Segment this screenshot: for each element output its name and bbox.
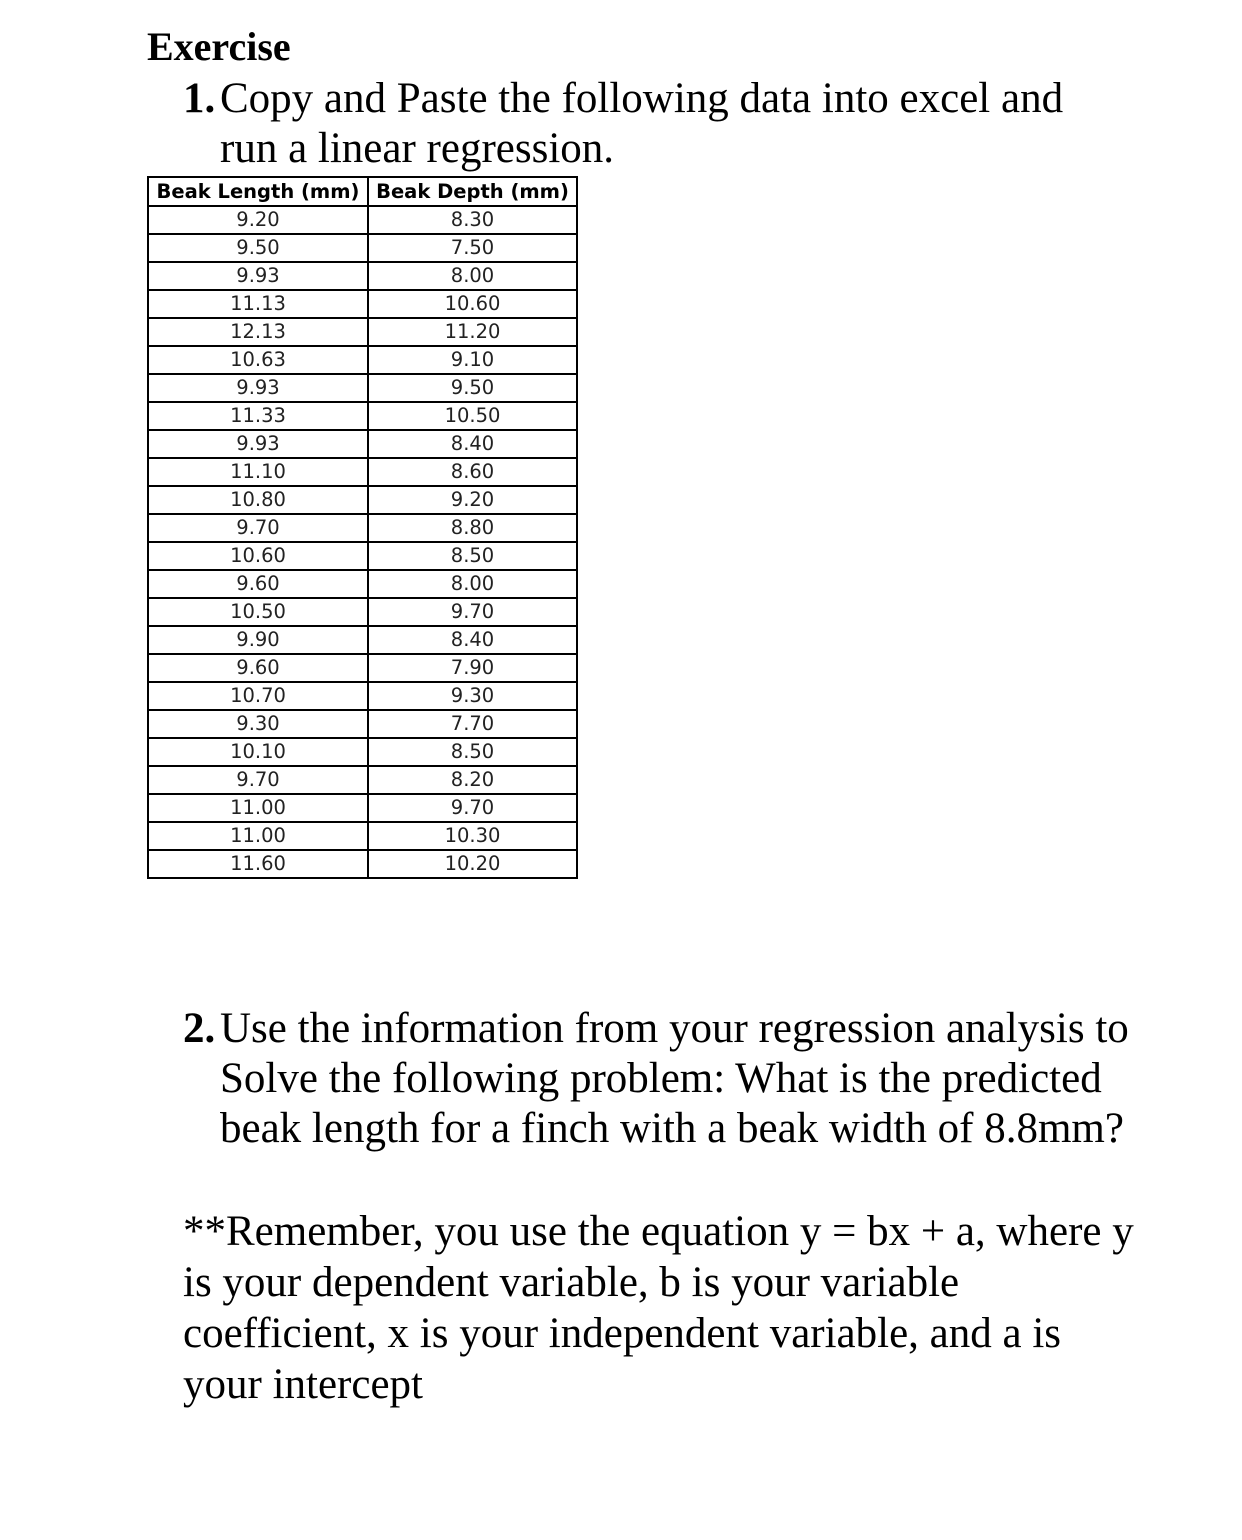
cell-beak-length: 9.70 — [148, 514, 368, 542]
table-row — [148, 598, 577, 626]
cell-beak-length: 10.80 — [148, 486, 368, 514]
equation-note: **Remember, you use the equation y = bx + a, where y is your dependent variable, b is your variable coefficient, x is your independent variable, and a is your intercept — [183, 1208, 1134, 1408]
cell-beak-depth: 10.30 — [368, 822, 577, 850]
table-row — [148, 542, 577, 570]
cell-beak-depth: 8.20 — [368, 766, 577, 794]
question-2 — [183, 1004, 1143, 1154]
table-header-row — [148, 177, 577, 206]
cell-beak-depth: 8.40 — [368, 626, 577, 654]
cell-beak-length: 9.70 — [148, 766, 368, 794]
cell-beak-length: 10.60 — [148, 542, 368, 570]
cell-beak-length: 11.13 — [148, 290, 368, 318]
table-row — [148, 710, 577, 738]
cell-beak-length: 11.00 — [148, 794, 368, 822]
question-1-number: 1. — [183, 75, 216, 122]
cell-beak-depth: 8.50 — [368, 738, 577, 766]
cell-beak-depth: 9.70 — [368, 794, 577, 822]
cell-beak-length: 9.20 — [148, 206, 368, 234]
table-row — [148, 206, 577, 234]
table-row — [148, 738, 577, 766]
cell-beak-length: 9.93 — [148, 374, 368, 402]
cell-beak-depth: 9.70 — [368, 598, 577, 626]
cell-beak-length: 11.10 — [148, 458, 368, 486]
cell-beak-depth: 8.40 — [368, 430, 577, 458]
question-1 — [183, 74, 1083, 174]
table-row — [148, 850, 577, 878]
table-row — [148, 458, 577, 486]
table-row — [148, 682, 577, 710]
table-row — [148, 374, 577, 402]
header-beak-depth: Beak Depth (mm) — [368, 177, 577, 206]
cell-beak-length: 9.30 — [148, 710, 368, 738]
table-row — [148, 234, 577, 262]
cell-beak-length: 10.63 — [148, 346, 368, 374]
table-row — [148, 570, 577, 598]
table-row — [148, 402, 577, 430]
beak-data-table — [147, 176, 578, 879]
cell-beak-depth: 9.50 — [368, 374, 577, 402]
table-row — [148, 290, 577, 318]
table-row — [148, 262, 577, 290]
cell-beak-depth: 8.00 — [368, 570, 577, 598]
cell-beak-depth: 8.30 — [368, 206, 577, 234]
cell-beak-depth: 7.50 — [368, 234, 577, 262]
cell-beak-length: 12.13 — [148, 318, 368, 346]
table-row — [148, 626, 577, 654]
cell-beak-depth: 9.30 — [368, 682, 577, 710]
table-row — [148, 486, 577, 514]
header-beak-length: Beak Length (mm) — [148, 177, 368, 206]
table-body — [148, 206, 577, 878]
cell-beak-length: 9.93 — [148, 430, 368, 458]
table-row — [148, 766, 577, 794]
cell-beak-depth: 9.20 — [368, 486, 577, 514]
cell-beak-length: 11.00 — [148, 822, 368, 850]
cell-beak-depth: 8.60 — [368, 458, 577, 486]
cell-beak-length: 9.60 — [148, 654, 368, 682]
cell-beak-length: 9.50 — [148, 234, 368, 262]
cell-beak-length: 11.33 — [148, 402, 368, 430]
cell-beak-depth: 10.60 — [368, 290, 577, 318]
cell-beak-depth: 8.00 — [368, 262, 577, 290]
cell-beak-length: 10.50 — [148, 598, 368, 626]
cell-beak-length: 10.70 — [148, 682, 368, 710]
cell-beak-depth: 8.50 — [368, 542, 577, 570]
cell-beak-depth: 7.90 — [368, 654, 577, 682]
cell-beak-depth: 10.20 — [368, 850, 577, 878]
cell-beak-length: 9.93 — [148, 262, 368, 290]
cell-beak-depth: 9.10 — [368, 346, 577, 374]
cell-beak-depth: 8.80 — [368, 514, 577, 542]
table-row — [148, 822, 577, 850]
page-title: Exercise — [147, 24, 291, 69]
cell-beak-depth: 11.20 — [368, 318, 577, 346]
cell-beak-length: 9.90 — [148, 626, 368, 654]
cell-beak-length: 11.60 — [148, 850, 368, 878]
table-row — [148, 346, 577, 374]
cell-beak-length: 10.10 — [148, 738, 368, 766]
question-1-text: Copy and Paste the following data into excel and run a linear regression. — [220, 75, 1064, 172]
cell-beak-depth: 7.70 — [368, 710, 577, 738]
table-row — [148, 318, 577, 346]
cell-beak-length: 9.60 — [148, 570, 368, 598]
table-row — [148, 794, 577, 822]
table-row — [148, 654, 577, 682]
question-2-number: 2. — [183, 1005, 216, 1052]
table-row — [148, 430, 577, 458]
cell-beak-depth: 10.50 — [368, 402, 577, 430]
question-2-text: Use the information from your regression analysis to Solve the following problem: What is the predicted beak length for a finch with a beak width of 8.8mm? — [220, 1005, 1129, 1152]
table-row — [148, 514, 577, 542]
